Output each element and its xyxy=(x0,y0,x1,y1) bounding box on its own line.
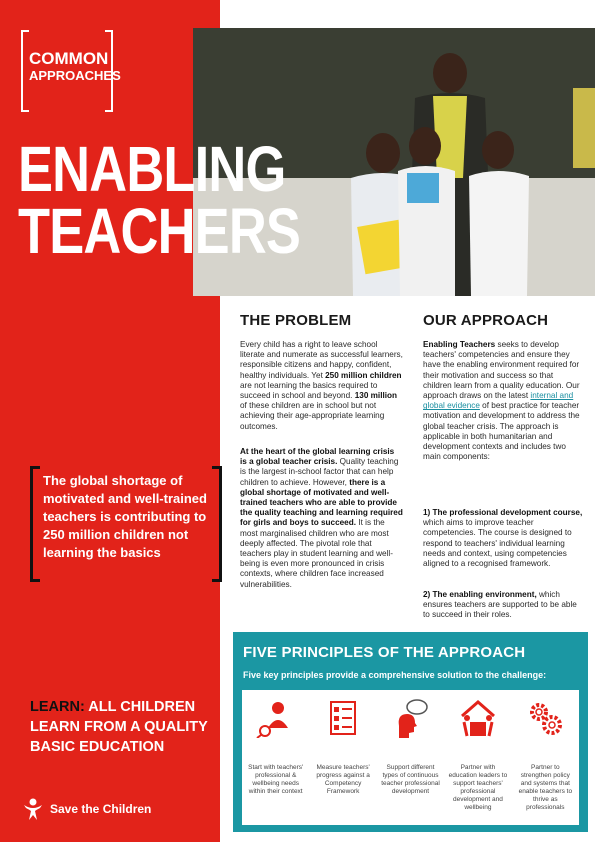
principle-item xyxy=(309,690,376,825)
principle-text: Support different types of continuous teacher professional development xyxy=(381,764,440,795)
problem-paragraph-2: At the heart of the global learning crisis is a global teacher crisis. Quality teaching is the largest in-school factor that can help children to achieve. However, there is a global shortage of motivated and well-trained teachers who are able to provide the quality teaching and learning required for girls and boys to succeed. It is the most marginalised children who are most deeply affected. The pivotal role that teachers play in student learning and well-being is even more pronounced in crisis contexts, where children face increased vulnerabilities. xyxy=(240,447,403,589)
principles-row xyxy=(242,690,579,825)
thinking-head-icon xyxy=(391,698,431,738)
pull-quote xyxy=(30,466,207,576)
save-the-children-mark-icon xyxy=(22,797,44,821)
principle-text: Partner to strengthen policy and systems that enable teachers to thrive as professionals xyxy=(518,764,573,811)
approach-paragraph-3: 2) The enabling environment, which ensures teachers are supported to be able to succeed in their roles. xyxy=(423,590,577,620)
gears-icon xyxy=(525,698,565,738)
evidence-link[interactable]: internal and global evidence xyxy=(423,391,574,411)
pull-quote-text: The global shortage of motivated and well-trained teachers is contributing to 250 million children not learning the basics xyxy=(43,473,207,560)
brand-name: Save the Children xyxy=(50,802,152,816)
title-line-2: TEACHERS xyxy=(18,195,301,267)
principle-item xyxy=(512,690,579,825)
approach-heading: OUR APPROACH xyxy=(423,312,549,329)
common-approaches-logo xyxy=(21,30,121,108)
checklist-icon xyxy=(323,698,363,738)
save-the-children-logo xyxy=(22,797,151,821)
learn-label: LEARN: xyxy=(30,699,85,715)
principles-title: FIVE PRINCIPLES OF THE APPROACH xyxy=(243,644,526,661)
principle-text: Partner with education leaders to support teachers' professional development and wellbeing xyxy=(448,764,508,811)
approach-paragraph-2: 1) The professional development course, which aims to improve teacher competencies. The course is designed to respond to teachers' individual learning needs and context, using competencies aligned to a recognised framework. xyxy=(423,508,583,569)
problem-heading: THE PROBLEM xyxy=(240,312,352,329)
principles-subtitle: Five key principles provide a comprehensive solution to the challenge: xyxy=(243,670,547,680)
logo-line-1: COMMON xyxy=(29,49,109,68)
logo-line-2: APPROACHES xyxy=(29,68,121,83)
principle-item xyxy=(377,690,444,825)
learn-statement xyxy=(30,697,215,757)
problem-paragraph-1: Every child has a right to leave school literate and numerate as successful learners, responsible citizens and happy, confident, healthy individuals. Yet 250 million children are not learning the basics required to succeed in school and beyond. 130 million of these children are in school but not achieving their age-appropriate learning outcomes. xyxy=(240,340,403,431)
principle-item xyxy=(242,690,309,825)
teacher-magnifier-icon xyxy=(256,698,296,738)
principle-item xyxy=(444,690,511,825)
principle-text: Start with teachers' professional & wellbeing needs within their context xyxy=(248,764,304,795)
approach-paragraph-1: Enabling Teachers seeks to develop teachers' competencies and ensure they have the enabling environment required for their motivation and success so that children learn from a quality education. Our approach draws on the latest internal and global evidence of best practice for teacher motivation and development to address the global teacher crisis. The approach is applicable in both humanitarian and development contexts and includes two main components: xyxy=(423,340,580,462)
principle-text: Measure teachers' progress against a Competency Framework xyxy=(316,764,370,795)
title-line-1: ENABLING xyxy=(18,133,286,205)
learn-text: ALL CHILDREN LEARN FROM A QUALITY BASIC EDUCATION xyxy=(30,699,208,755)
partnership-icon xyxy=(458,698,498,738)
page-title xyxy=(18,133,301,267)
